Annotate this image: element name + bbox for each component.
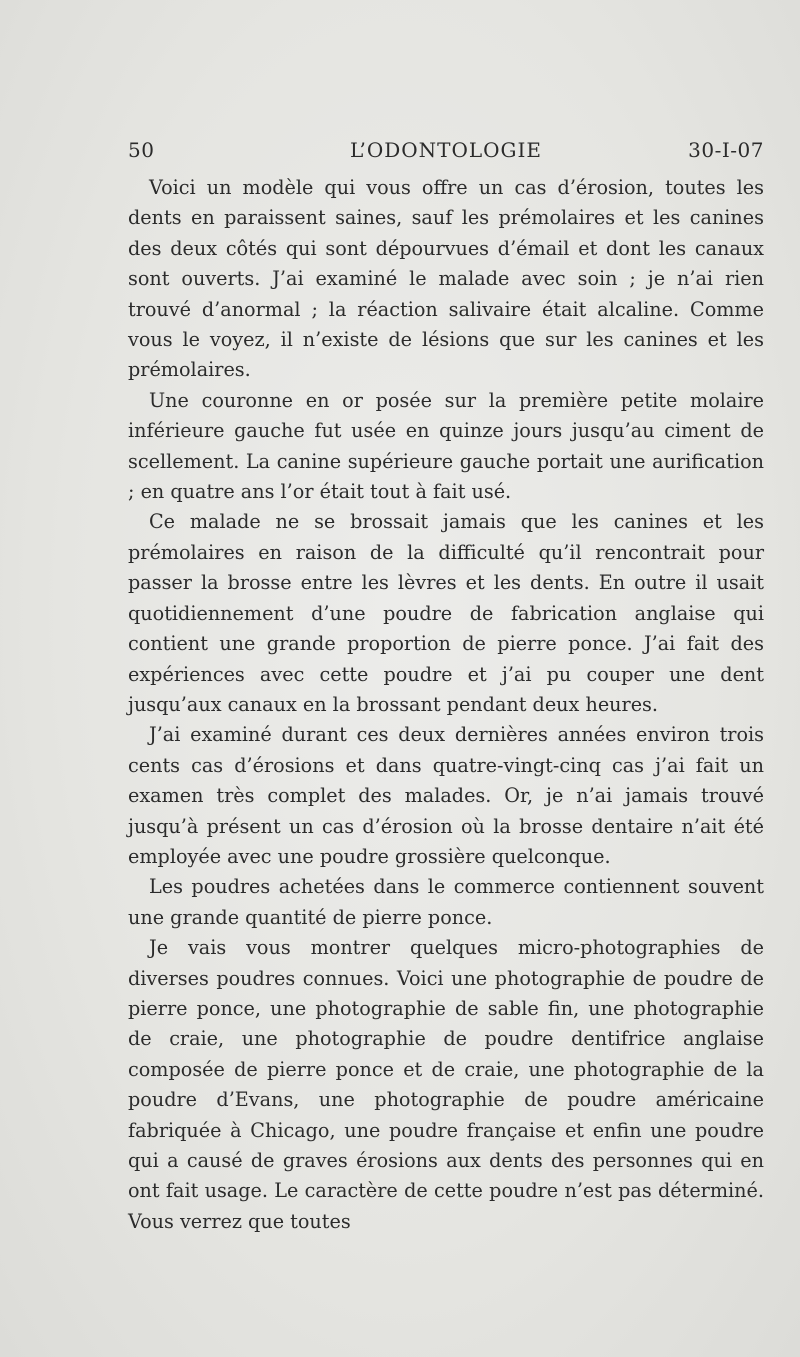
paragraph: Une couronne en or posée sur la première petite molaire inférieure gauche fut usée en quinze jours jusqu’au ciment de scellement. La canine supérieure gauche portait une aurification ; en quatre ans l’or était tout à fait usé. <box>128 388 764 504</box>
paragraph: Voici un modèle qui vous offre un cas d’érosion, toutes les dents en paraissent saines, sauf les prémolaires et les canines des deux côtés qui sont dépourvues d’émail et dont les canaux sont ouverts. J’ai examiné le malade avec soin ; je n’ai rien trouvé d’anormal ; la réaction salivaire était alcaline. Comme vous le voyez, il n’existe de lésions que sur les canines et les prémolaires. <box>128 176 764 382</box>
paragraph: Les poudres achetées dans le commerce contiennent souvent une grande quantité de pierre ponce. <box>128 875 764 929</box>
running-header <box>128 138 764 168</box>
paragraph: Ce malade ne se brossait jamais que les canines et les prémolaires en raison de la difficulté qu’il rencontrait pour passer la brosse entre les lèvres et les dents. En outre il usait quotidiennement d’une poudre de fabrication anglaise qui contient une grande proportion de pierre ponce. J’ai fait des expériences avec cette poudre et j’ai pu couper une dent jusqu’aux canaux en la brossant pendant deux heures. <box>128 510 764 716</box>
journal-title: L’ODONTOLOGIE <box>349 138 543 162</box>
paragraph: J’ai examiné durant ces deux dernières années environ trois cents cas d’érosions et dans quatre-vingt-cinq cas j’ai fait un examen très complet des malades. Or, je n’ai jamais trouvé jusqu’à présent un cas d’érosion où la brosse dentaire n’ait été employée avec une poudre grossière quelconque. <box>128 723 764 868</box>
issue-date: 30-I-07 <box>688 138 764 162</box>
body-text <box>128 173 764 1237</box>
paragraph: Je vais vous montrer quelques micro-photographies de diverses poudres connues. Voici une photographie de poudre de pierre ponce, une photographie de sable fin, une photographie de craie, une photographie de poudre dentifrice anglaise composée de pierre ponce et de craie, une photographie de la poudre d’Evans, une photographie de poudre américaine fabriquée à Chicago, une poudre française et enfin une poudre qui a causé de graves érosions aux dents des personnes qui en ont fait usage. Le caractère de cette poudre n’est pas déterminé. Vous verrez que toutes <box>128 936 764 1233</box>
page-number: 50 <box>128 138 155 162</box>
